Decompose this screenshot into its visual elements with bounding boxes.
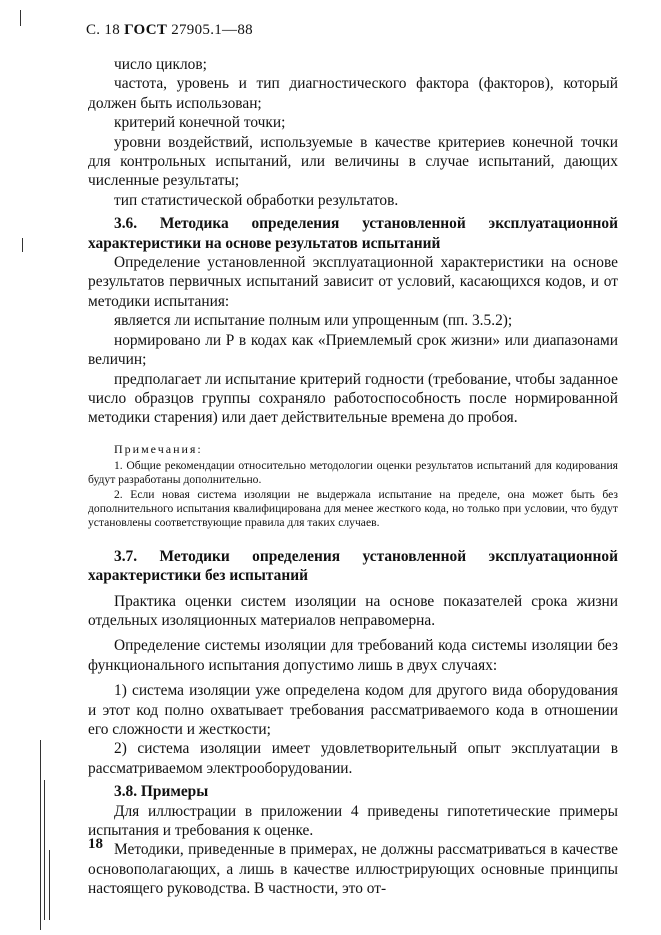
scan-artifact	[49, 850, 50, 920]
scan-artifact	[22, 238, 23, 252]
page-header	[86, 22, 253, 39]
page-content	[88, 55, 618, 899]
paragraph: Методики, приведенные в примерах, не должны рассматриваться в качестве основополагающих, а лишь в качестве иллюстрирующих основные принципы настоящего руководства. В частности, это от-	[88, 841, 618, 898]
paragraph: число циклов;	[114, 56, 207, 73]
section-heading-3-7: 3.7. Методики определения установленной эксплуатационной характеристики без испытаний	[88, 547, 618, 585]
paragraph: уровни воздействий, используемые в качестве критериев конечной точки для контрольных испытаний, или величины в случае испытаний, дающих численные результаты;	[88, 133, 618, 190]
header-page-prefix: С. 18	[86, 22, 121, 38]
paragraph: является ли испытание полным или упрощенным (пп. 3.5.2);	[114, 312, 513, 330]
paragraph: критерий конечной точки;	[114, 114, 286, 132]
paragraph: Определение системы изоляции для требований кода системы изоляции без функционального испытания допустимо лишь в двух случаях:	[88, 637, 618, 674]
paragraph: тип статистической обработки результатов.	[114, 191, 399, 209]
paragraph: частота, уровень и тип диагностического фактора (факторов), который должен быть использован;	[88, 75, 618, 112]
note: 2. Если новая система изоляции не выдержала испытание на пределе, она может быть без дополнительного испытания квалифицирована для менее жесткого кода, но только при условии, что будут установлены соответствующие правила для таких случаев.	[88, 487, 618, 530]
page-number: 18	[88, 836, 103, 852]
section-heading-3-6: 3.6. Методика определения установленной эксплуатационной характеристики на основе результатов испытаний	[88, 215, 618, 252]
header-standard: ГОСТ	[124, 22, 168, 38]
scan-artifact	[20, 10, 21, 26]
paragraph: Определение установленной эксплуатационной характеристики на основе результатов первичных испытаний зависит от условий, касающихся кодов, и от методики испытания:	[88, 254, 618, 310]
scan-artifact	[40, 740, 41, 930]
scan-artifact	[44, 780, 45, 920]
paragraph: Практика оценки систем изоляции на основе показателей срока жизни отдельных изоляционных материалов неправомерна.	[88, 592, 618, 629]
paragraph: Для иллюстрации в приложении 4 приведены гипотетические примеры испытания и требования к оценке.	[88, 802, 618, 840]
header-number: 27905.1—88	[171, 22, 253, 38]
notes-title: Примечания:	[114, 441, 203, 456]
paragraph: предполагает ли испытание критерий годности (требование, чтобы заданное число образцов группы сохраняло работоспособность после нормированной методики старения) или дает действительные времена до пробоя.	[88, 370, 618, 427]
list-item: 2) система изоляции имеет удовлетворительный опыт эксплуатации в рассматриваемом электрооборудовании.	[88, 740, 618, 777]
list-item: 1) система изоляции уже определена кодом для другого вида оборудования и этот код полно охватывает требования рассматриваемого кода в отношении его сложности и жесткости;	[88, 682, 618, 738]
section-heading-3-8: 3.8. Примеры	[114, 783, 209, 801]
note: 1. Общие рекомендации относительно методологии оценки результатов испытаний для кодирования будут разработаны дополнительно.	[88, 458, 618, 487]
paragraph: нормировано ли Р в кодах как «Приемлемый срок жизни» или диапазонами величин;	[88, 331, 618, 369]
